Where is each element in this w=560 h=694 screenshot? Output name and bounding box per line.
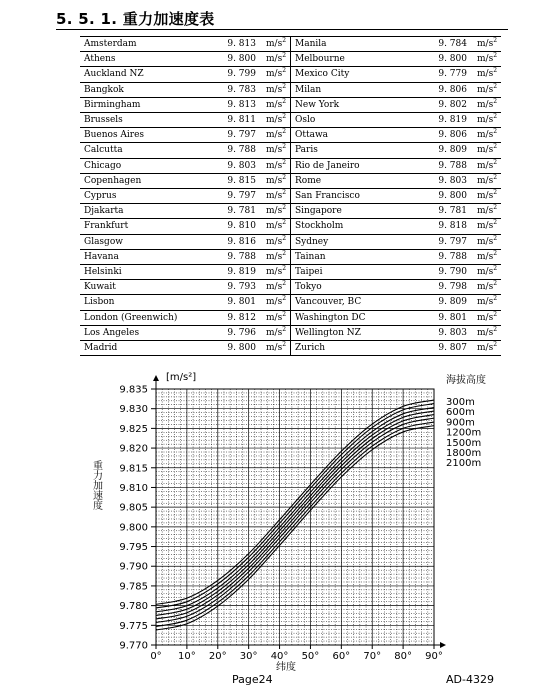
gravity-value: 9. 819 (419, 113, 473, 128)
unit-exponent: 2 (493, 128, 498, 136)
unit-base: m/s (477, 297, 494, 308)
city-name: Auckland NZ (80, 67, 208, 82)
city-name: Birmingham (80, 97, 208, 112)
unit-exponent: 2 (282, 173, 287, 181)
gravity-value: 9. 784 (419, 37, 473, 52)
unit-exponent: 2 (493, 325, 498, 333)
curve-1500m (156, 418, 434, 622)
gravity-value: 9. 788 (208, 143, 262, 158)
gravity-value: 9. 801 (208, 295, 262, 310)
gravity-value: 9. 800 (419, 189, 473, 204)
unit-base: m/s (477, 175, 494, 186)
unit-base: m/s (477, 191, 494, 202)
x-tick-label: 90° (425, 651, 443, 662)
unit-base: m/s (477, 69, 494, 80)
gravity-value: 9. 803 (208, 158, 262, 173)
city-name: Singapore (291, 204, 420, 219)
city-name: Buenos Aires (80, 128, 208, 143)
unit-exponent: 2 (282, 341, 287, 349)
gravity-value: 9. 797 (419, 234, 473, 249)
city-name: Sydney (291, 234, 420, 249)
y-tick-label: 9.815 (119, 463, 148, 475)
gravity-value: 9. 788 (419, 158, 473, 173)
gravity-value: 9. 803 (419, 173, 473, 188)
unit-exponent: 2 (493, 67, 498, 75)
gravity-value: 9. 809 (419, 295, 473, 310)
unit-base: m/s (266, 115, 283, 126)
gravity-value: 9. 801 (419, 310, 473, 325)
unit-base: m/s (266, 39, 283, 49)
legend-title: 海拔高度 (446, 375, 486, 386)
curve-2100m (156, 426, 434, 630)
gravity-value: 9. 797 (208, 128, 262, 143)
unit-exponent: 2 (282, 219, 287, 227)
curve-1800m (156, 422, 434, 626)
unit-base: m/s (477, 221, 494, 232)
curve-0m (156, 400, 434, 604)
city-name: Havana (80, 249, 208, 264)
unit-base: m/s (266, 160, 283, 171)
unit-base: m/s (266, 236, 283, 247)
unit-exponent: 2 (282, 67, 287, 75)
city-name: Lisbon (80, 295, 208, 310)
gravity-value: 9. 816 (208, 234, 262, 249)
city-name: Melbourne (291, 52, 420, 67)
unit-base: m/s (266, 130, 283, 141)
curve-300m (156, 404, 434, 608)
unit-exponent: 2 (282, 37, 287, 44)
unit-exponent: 2 (282, 325, 287, 333)
unit-exponent: 2 (282, 113, 287, 121)
gravity-value: 9. 809 (419, 143, 473, 158)
unit-base: m/s (477, 327, 494, 338)
unit-base: m/s (477, 282, 494, 293)
unit-exponent: 2 (493, 52, 498, 60)
city-name: Rome (291, 173, 420, 188)
city-name: Kuwait (80, 280, 208, 295)
gravity-value: 9. 799 (208, 67, 262, 82)
gravity-value: 9. 819 (208, 265, 262, 280)
unit-base: m/s (266, 54, 283, 65)
curve-1200m (156, 415, 434, 619)
city-name: Vancouver, BC (291, 295, 420, 310)
unit-exponent: 2 (282, 158, 287, 166)
unit-exponent: 2 (282, 295, 287, 303)
unit-exponent: 2 (493, 234, 498, 242)
unit-base: m/s (477, 54, 494, 65)
unit-base: m/s (266, 175, 283, 186)
unit-base: m/s (266, 145, 283, 156)
unit-base: m/s (477, 343, 494, 354)
legend-label: 600m (446, 407, 475, 419)
unit-base: m/s (477, 84, 494, 95)
unit-base: m/s (266, 221, 283, 232)
gravity-value: 9. 798 (419, 280, 473, 295)
unit-base: m/s (477, 145, 494, 156)
legend-label: 1500m (446, 437, 482, 449)
gravity-value: 9. 788 (419, 249, 473, 264)
city-name: Athens (80, 52, 208, 67)
legend-label: 1800m (446, 448, 482, 459)
unit-exponent: 2 (493, 143, 498, 151)
x-tick-label: 80° (394, 651, 412, 662)
city-name: Bangkok (80, 82, 208, 97)
city-name: Paris (291, 143, 420, 158)
city-name: Tainan (291, 249, 420, 264)
y-axis-side-label: 重力加速度 (90, 460, 102, 510)
section-title: 5. 5. 1. 重力加速度表 (56, 10, 215, 28)
y-tick-label: 9.810 (119, 482, 148, 494)
unit-exponent: 2 (282, 189, 287, 197)
city-name: Washington DC (291, 310, 420, 325)
unit-exponent: 2 (493, 219, 498, 227)
y-tick-label: 9.805 (119, 502, 148, 514)
gravity-value: 9. 793 (208, 280, 262, 295)
y-tick-label: 9.770 (119, 640, 148, 652)
unit-exponent: 2 (493, 113, 498, 121)
city-name: Stockholm (291, 219, 420, 234)
unit-exponent: 2 (493, 295, 498, 303)
x-axis-label: 纬度 (276, 662, 296, 673)
unit-base: m/s (477, 251, 494, 262)
unit-exponent: 2 (282, 310, 287, 318)
unit-exponent: 2 (282, 280, 287, 288)
y-tick-label: 9.835 (119, 384, 148, 396)
unit-exponent: 2 (493, 97, 498, 105)
unit-base: m/s (266, 251, 283, 262)
unit-exponent: 2 (493, 341, 498, 349)
gravity-value: 9. 815 (208, 173, 262, 188)
gravity-value: 9. 790 (419, 265, 473, 280)
gravity-value: 9. 807 (438, 343, 467, 354)
city-name: Copenhagen (80, 173, 208, 188)
city-name: London (Greenwich) (80, 310, 208, 325)
unit-base: m/s (477, 39, 494, 49)
unit-exponent: 2 (282, 265, 287, 273)
city-name: Rio de Janeiro (291, 158, 420, 173)
unit-exponent: 2 (282, 234, 287, 242)
gravity-value: 9. 818 (419, 219, 473, 234)
gravity-value: 9. 800 (208, 52, 262, 67)
unit-base: m/s (266, 84, 283, 95)
city-name: Oslo (291, 113, 420, 128)
gravity-value: 9. 781 (419, 204, 473, 219)
unit-exponent: 2 (493, 189, 498, 197)
unit-exponent: 2 (282, 97, 287, 105)
x-tick-label: 50° (301, 651, 320, 662)
legend-label: 900m (446, 417, 475, 429)
gravity-value: 9. 800 (419, 52, 473, 67)
unit-exponent: 2 (493, 249, 498, 257)
y-tick-label: 9.825 (119, 423, 148, 435)
unit-base: m/s (477, 206, 494, 217)
legend-label: 300m (446, 397, 475, 408)
unit-exponent: 2 (282, 52, 287, 60)
unit-exponent: 2 (493, 204, 498, 212)
unit-base: m/s (266, 282, 283, 293)
unit-exponent: 2 (282, 82, 287, 90)
city-name: Ottawa (291, 128, 420, 143)
unit-exponent: 2 (282, 143, 287, 151)
city-name: Helsinki (80, 265, 208, 280)
gravity-value: 9. 813 (208, 97, 262, 112)
city-name: New York (291, 97, 420, 112)
y-tick-label: 9.795 (119, 542, 148, 554)
gravity-value: 9. 781 (208, 204, 262, 219)
x-tick-label: 60° (332, 651, 351, 662)
y-tick-label: 9.820 (119, 443, 148, 455)
unit-base: m/s (477, 236, 494, 247)
city-name: Madrid (84, 343, 118, 354)
gravity-value: 9. 783 (208, 82, 262, 97)
y-tick-label: 9.790 (119, 561, 148, 573)
y-tick-label: 9.780 (119, 601, 148, 613)
x-tick-label: 10° (178, 651, 196, 662)
unit-base: m/s (266, 267, 283, 278)
legend-label: 2100m (446, 458, 482, 470)
page-number: Page24 (232, 673, 273, 686)
gravity-value: 9. 779 (419, 67, 473, 82)
unit-exponent: 2 (282, 204, 287, 212)
y-axis-arrow-icon (153, 375, 159, 381)
unit-base: m/s (266, 206, 283, 217)
city-name: Taipei (291, 265, 420, 280)
city-name: Chicago (80, 158, 208, 173)
document-id: AD-4329 (446, 673, 494, 686)
city-name: Calcutta (80, 143, 208, 158)
city-name: Amsterdam (80, 37, 208, 52)
gravity-value: 9. 810 (208, 219, 262, 234)
gravity-value: 9. 811 (208, 113, 262, 128)
gravity-value: 9. 796 (208, 325, 262, 340)
unit-exponent: 2 (493, 173, 498, 181)
city-name: Frankfurt (80, 219, 208, 234)
gravity-value: 9. 803 (419, 325, 473, 340)
y-axis-unit-label: [m/s²] (166, 372, 197, 383)
gravity-value: 9. 788 (208, 249, 262, 264)
city-name: Cyprus (80, 189, 208, 204)
gravity-value: 9. 812 (208, 310, 262, 325)
curve-900m (156, 411, 434, 615)
x-tick-label: 20° (208, 651, 227, 662)
unit-base: m/s (477, 312, 494, 323)
unit-base: m/s (477, 160, 494, 171)
gravity-value: 9. 797 (208, 189, 262, 204)
city-name: Zurich (295, 343, 326, 354)
unit-exponent: 2 (493, 280, 498, 288)
gravity-value: 9. 813 (208, 37, 262, 52)
unit-exponent: 2 (493, 37, 498, 44)
x-tick-label: 30° (239, 651, 258, 662)
unit-base: m/s (266, 297, 283, 308)
unit-base: m/s (477, 115, 494, 126)
unit-base: m/s (477, 99, 494, 110)
unit-base: m/s (266, 327, 283, 338)
x-tick-label: 0° (150, 651, 162, 662)
unit-base: m/s (477, 267, 494, 278)
city-name: Manila (291, 37, 420, 52)
city-name: Djakarta (80, 204, 208, 219)
unit-exponent: 2 (493, 265, 498, 273)
x-tick-label: 40° (270, 651, 289, 662)
city-name: Los Angeles (80, 325, 208, 340)
city-name: San Francisco (291, 189, 420, 204)
unit-base: m/s (266, 191, 283, 202)
unit-base: m/s (266, 99, 283, 110)
unit-exponent: 2 (493, 158, 498, 166)
y-tick-label: 9.785 (119, 581, 148, 593)
unit-base: m/s (266, 69, 283, 80)
unit-exponent: 2 (493, 82, 498, 90)
unit-exponent: 2 (493, 310, 498, 318)
unit-base: m/s (266, 312, 283, 323)
legend-label: 1200m (446, 427, 482, 439)
gravity-value: 9. 800 (227, 343, 256, 354)
gravity-value: 9. 806 (419, 128, 473, 143)
unit-base: m/s (266, 343, 283, 354)
city-name: Wellington NZ (291, 325, 420, 340)
city-name: Mexico City (291, 67, 420, 82)
y-tick-label: 9.830 (119, 404, 148, 416)
unit-base: m/s (477, 130, 494, 141)
x-axis-arrow-icon (440, 642, 446, 648)
curve-600m (156, 408, 434, 612)
unit-exponent: 2 (282, 128, 287, 136)
x-tick-label: 70° (363, 651, 382, 662)
y-tick-label: 9.775 (119, 620, 148, 632)
city-name: Brussels (80, 113, 208, 128)
city-name: Milan (291, 82, 420, 97)
city-name: Glasgow (80, 234, 208, 249)
gravity-value: 9. 806 (419, 82, 473, 97)
city-name: Tokyo (291, 280, 420, 295)
gravity-value: 9. 802 (419, 97, 473, 112)
y-tick-label: 9.800 (119, 522, 148, 534)
unit-exponent: 2 (282, 249, 287, 257)
